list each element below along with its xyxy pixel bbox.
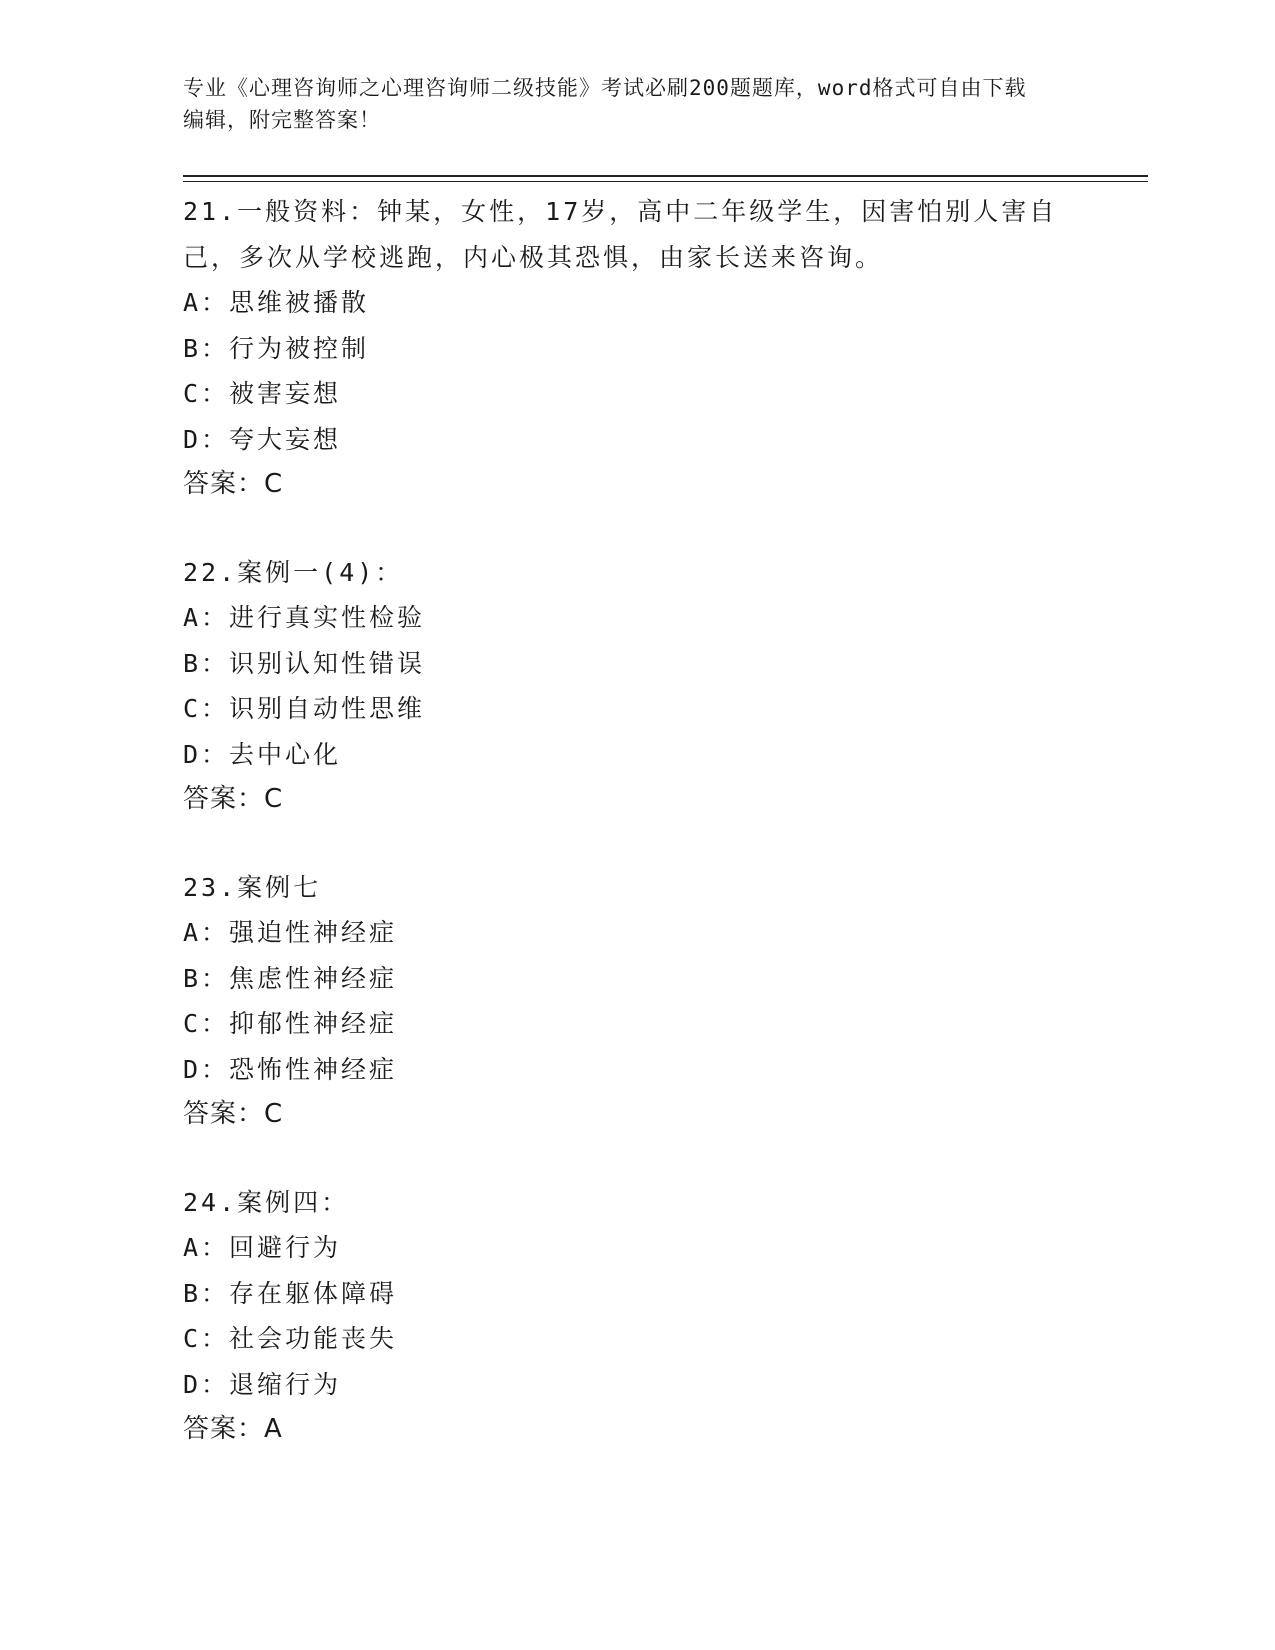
question-stem: 21.一般资料：钟某，女性，17岁，高中二年级学生，因害怕别人害自己，多次从学校逃跑，内心极其恐惧，由家长送来咨询。 (183, 197, 1058, 272)
option-a: A：强迫性神经症 (183, 918, 398, 947)
option-c: C：社会功能丧失 (183, 1324, 398, 1353)
option-d: D：恐怖性神经症 (183, 1054, 398, 1084)
option-b: B：焦虑性神经症 (183, 963, 398, 993)
header-rule-bottom (183, 181, 1148, 182)
option-a: A：回避行为 (183, 1233, 342, 1262)
answer: 答案：C (183, 784, 284, 814)
option-a: A：进行真实性检验 (183, 603, 426, 632)
option-b: B：行为被控制 (183, 333, 370, 363)
document-header: 专业《心理咨询师之心理咨询师二级技能》考试必刷200题题库，word格式可自由下载编辑，附完整答案！ (183, 76, 1027, 132)
option-d: D：去中心化 (183, 739, 342, 769)
answer: 答案：C (183, 469, 284, 499)
question-list (183, 189, 1083, 1495)
question-21 (183, 189, 1083, 508)
question-stem: 22.案例一(4)： (183, 557, 404, 587)
answer: 答案：C (183, 1099, 284, 1129)
option-c: C：识别自动性思维 (183, 694, 426, 723)
option-d: D：退缩行为 (183, 1369, 342, 1399)
option-c: C：抑郁性神经症 (183, 1009, 398, 1038)
option-d: D：夸大妄想 (183, 424, 342, 454)
option-b: B：识别认知性错误 (183, 648, 426, 678)
option-c: C：被害妄想 (183, 379, 342, 408)
question-22 (183, 550, 1083, 823)
answer: 答案：A (183, 1414, 283, 1444)
header-rule-top (183, 175, 1148, 177)
question-stem: 23.案例七 (183, 872, 322, 902)
question-stem: 24.案例四： (183, 1187, 350, 1217)
question-23 (183, 865, 1083, 1138)
question-24 (183, 1180, 1083, 1453)
option-b: B：存在躯体障碍 (183, 1278, 398, 1308)
option-a: A：思维被播散 (183, 288, 370, 317)
